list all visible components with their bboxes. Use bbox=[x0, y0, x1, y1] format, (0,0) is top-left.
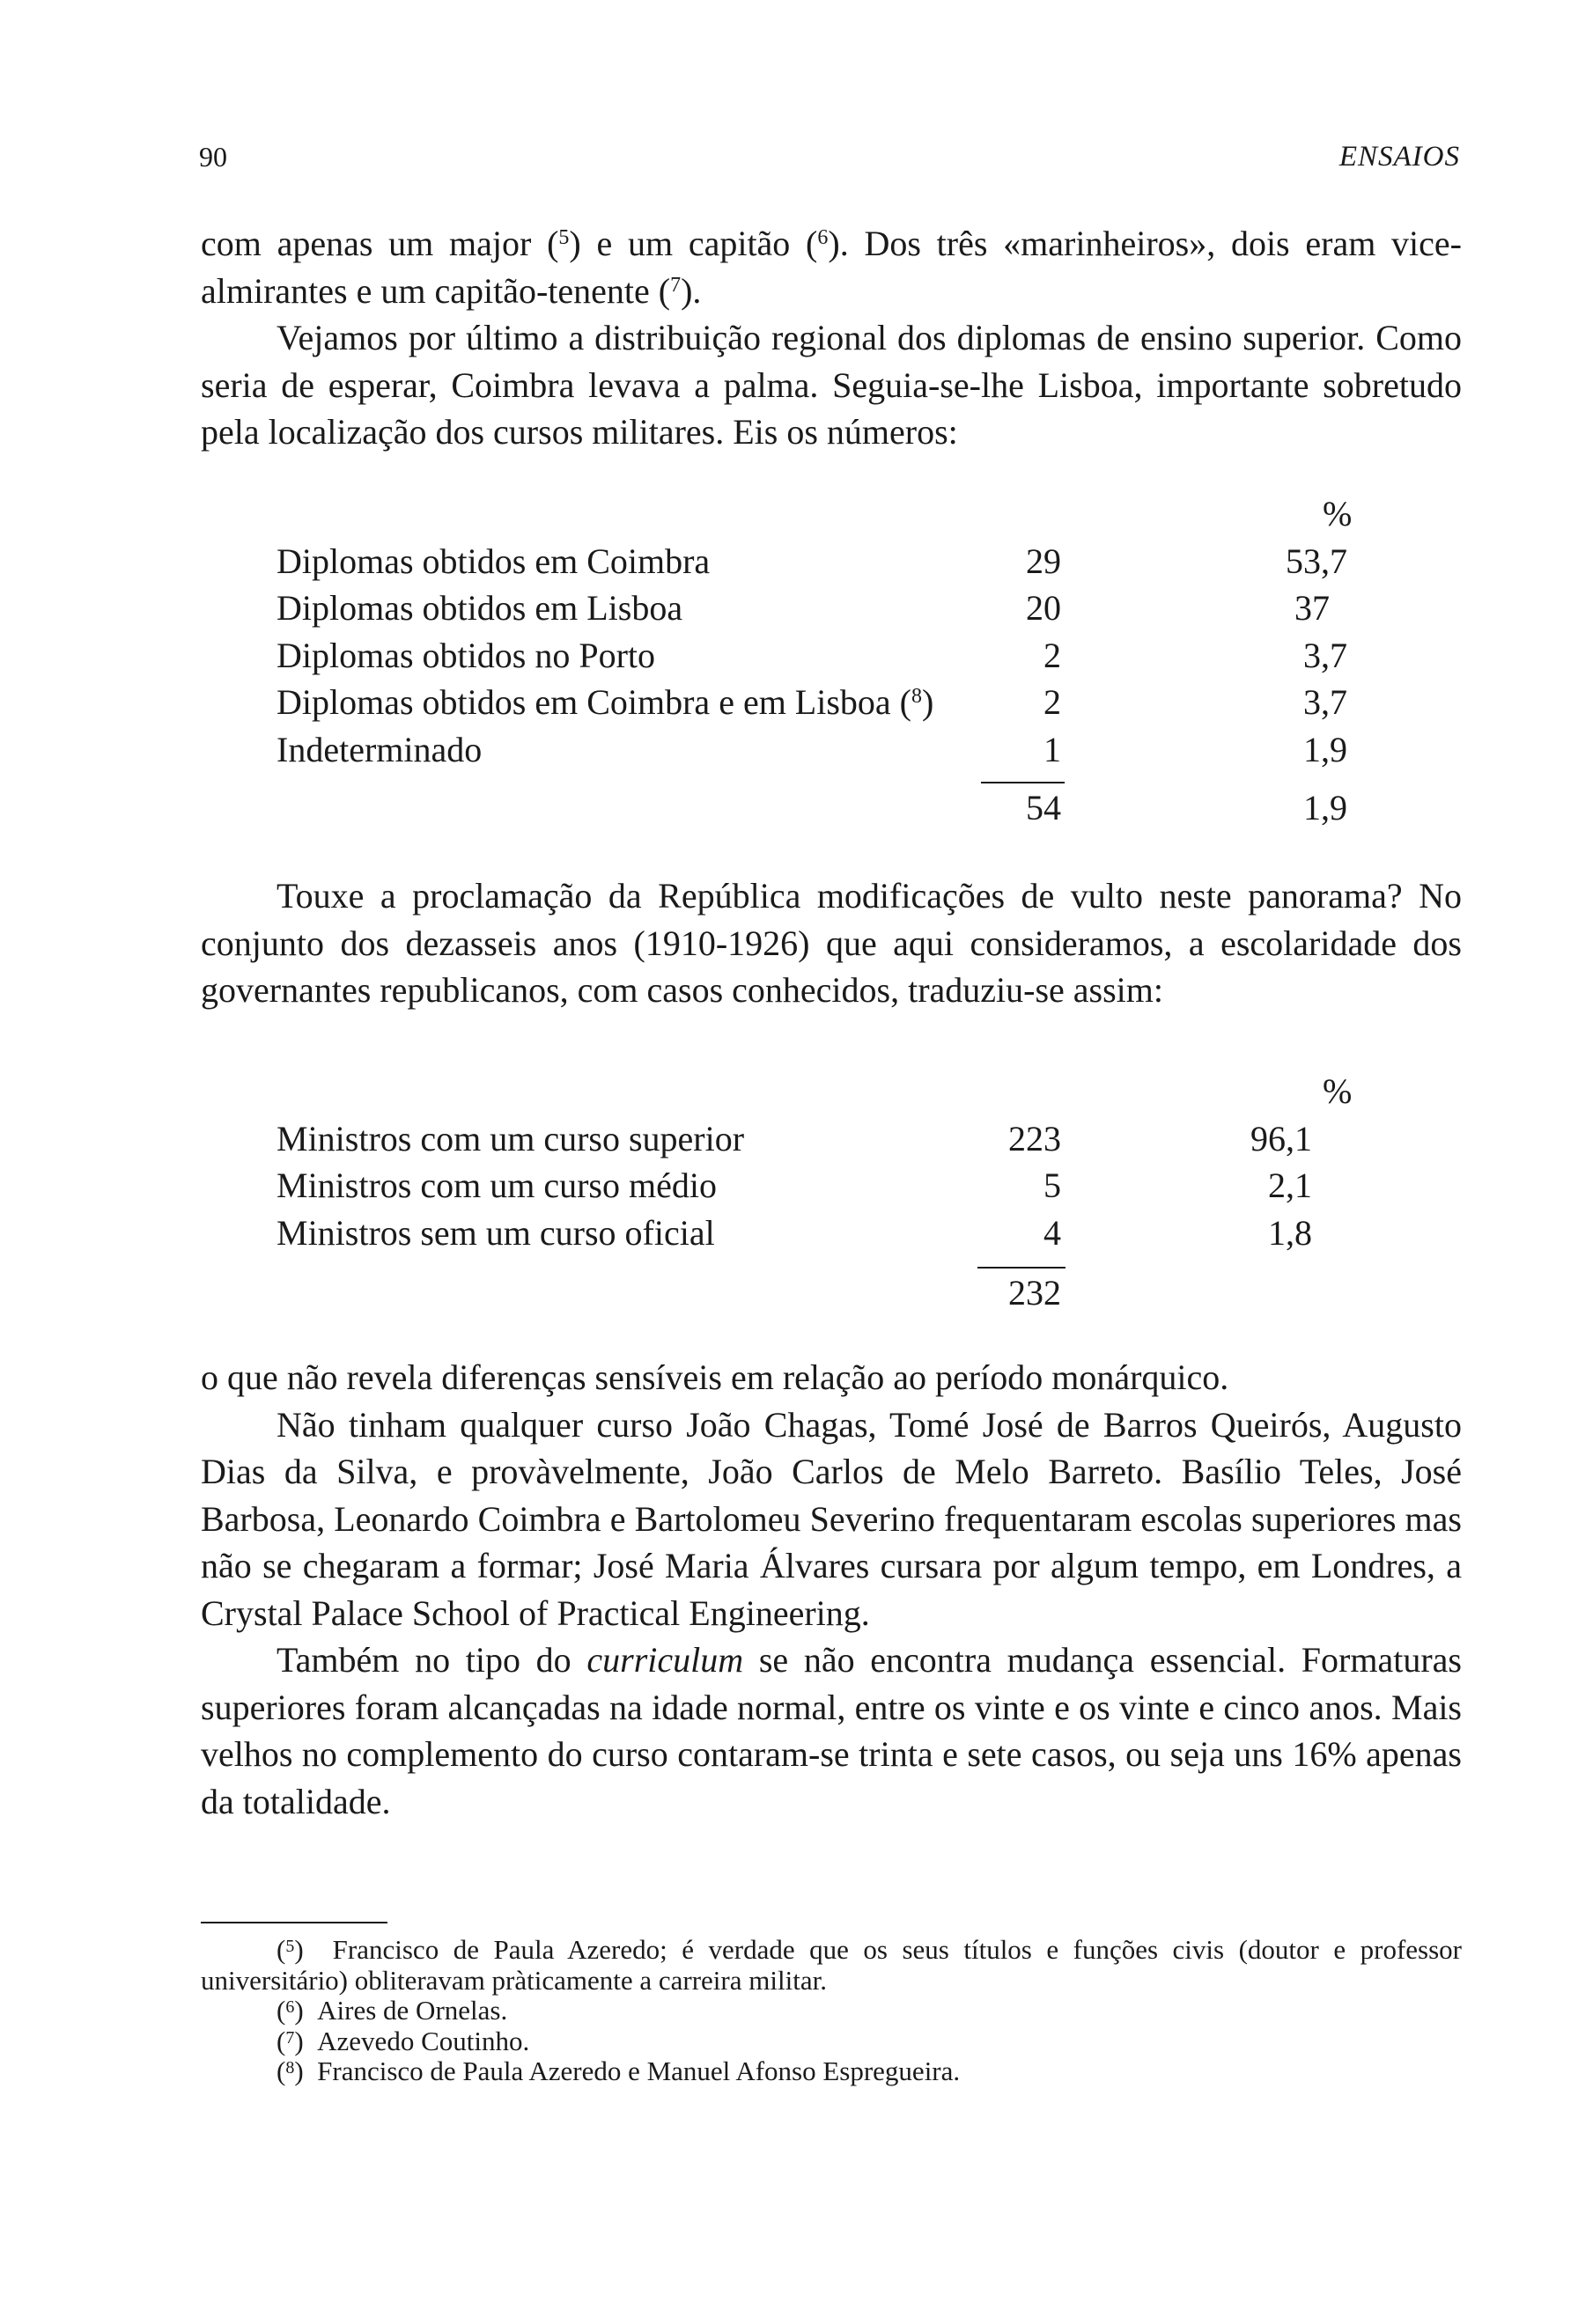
text-run: Também no tipo do bbox=[277, 1640, 587, 1680]
row-label: Diplomas obtidos em Coimbra e em Lisboa ($^8$) bbox=[277, 682, 934, 722]
footnote: ($^7$) Azevedo Coutinho. bbox=[277, 2025, 530, 2056]
closing-section bbox=[201, 1354, 1462, 1825]
total-count: 54 bbox=[1026, 788, 1061, 827]
paragraph: Touxe a proclamação da República modificações de vulto neste panorama? No conjunto dos dezasseis anos (1910-1926) que aqui consideramos, a escolaridade dos governantes republicanos, com casos conhecidos, traduziu-se assim: bbox=[201, 876, 1462, 1010]
row-percent: 3,7 bbox=[1303, 682, 1347, 722]
table-row bbox=[277, 541, 1421, 588]
middle-section bbox=[201, 872, 1462, 1014]
row-percent: 1,9 bbox=[1303, 729, 1347, 769]
paragraph: Não tinham qualquer curso João Chagas, Tomé José de Barros Queirós, Augusto Dias da Silva, e provàvelmente, João Carlos de Melo Barreto. Basílio Teles, José Barbosa, Leonardo Coimbra e Bartolomeu Severino frequentaram escolas superiores mas não se chegaram a formar; José Maria Álvares cursara por algum tempo, em Londres, a Crystal Palace School of Practical Engineering. bbox=[201, 1404, 1462, 1633]
footnote: ($^8$) Francisco de Paula Azeredo e Manuel Afonso Espregueira. bbox=[277, 2056, 961, 2086]
paragraph: Vejamos por último a distribuição regional dos diplomas de ensino superior. Como seria de esperar, Coimbra levava a palma. Seguia-se-lhe Lisboa, importante sobretudo pela localização dos cursos militares. Eis os números: bbox=[201, 318, 1462, 452]
table-row bbox=[277, 635, 1421, 682]
row-percent: 53,7 bbox=[1286, 541, 1347, 581]
total-row bbox=[277, 787, 1421, 835]
footnote-text: Francisco de Paula Azeredo; é verdade que os seus títulos e funções civis (doutor e professor universitário) obliteravam pràticamente a carreira militar. bbox=[201, 1934, 1462, 1996]
footnote-number: 5 bbox=[285, 1937, 295, 1956]
paragraph bbox=[201, 1636, 1462, 1825]
row-percent: 96,1 bbox=[1250, 1118, 1312, 1158]
table-row bbox=[277, 1165, 1421, 1212]
table-row bbox=[277, 729, 1421, 776]
total-row bbox=[277, 1272, 1421, 1320]
row-label: Diplomas obtidos em Lisboa bbox=[277, 588, 683, 628]
row-label: Indeterminado bbox=[277, 729, 483, 769]
row-count: 2 bbox=[1043, 635, 1061, 675]
footnote: ($^5$) Francisco de Paula Azeredo; é verdade que os seus títulos e funções civis (doutor e professor universitário) obliteravam pràticamente a carreira militar. bbox=[201, 1934, 1462, 1996]
footnote-text: Aires de Ornelas. bbox=[317, 1995, 508, 2026]
row-label: Ministros com um curso médio bbox=[277, 1166, 717, 1205]
row-count: 20 bbox=[1026, 588, 1061, 628]
total-rule bbox=[977, 1267, 1066, 1269]
running-title: ENSAIOS bbox=[1338, 141, 1460, 173]
italic-term: curriculum bbox=[586, 1640, 744, 1680]
total-count: 232 bbox=[1008, 1273, 1061, 1313]
row-count: 29 bbox=[1026, 541, 1061, 581]
total-percent: 1,9 bbox=[1303, 788, 1347, 827]
row-percent: 3,7 bbox=[1303, 635, 1347, 675]
table-row bbox=[277, 587, 1421, 635]
paragraph bbox=[201, 220, 1462, 314]
footnote-separator bbox=[201, 1922, 387, 1923]
footnote-ref: 6 bbox=[817, 226, 829, 249]
row-percent: 37 bbox=[1294, 588, 1330, 628]
row-count: 4 bbox=[1043, 1212, 1061, 1253]
text-run: ) e um capitão ( bbox=[569, 224, 818, 263]
total-rule bbox=[981, 782, 1065, 783]
percent-header: % bbox=[1323, 1071, 1353, 1111]
row-count: 5 bbox=[1043, 1166, 1061, 1205]
footnote-text: Francisco de Paula Azeredo e Manuel Afonso Espregueira. bbox=[317, 2056, 961, 2086]
footnote-number: 7 bbox=[285, 2027, 295, 2048]
row-count: 223 bbox=[1008, 1118, 1061, 1158]
footnote-ref: 8 bbox=[911, 685, 922, 708]
row-percent: 1,8 bbox=[1268, 1212, 1312, 1253]
footnotes bbox=[201, 1935, 1462, 2087]
footnote-number: 8 bbox=[285, 2058, 295, 2078]
page-number: 90 bbox=[199, 141, 227, 173]
footnote-ref: 7 bbox=[670, 273, 682, 297]
text-run: ). Dos três «marinheiros», dois eram vice-almirantes e um capitão-tenente ( bbox=[201, 224, 1462, 311]
text-run: ). bbox=[681, 270, 702, 311]
row-label: Ministros com um curso superior bbox=[277, 1118, 745, 1158]
paragraph: o que não revela diferenças sensíveis em relação ao período monárquico. bbox=[201, 1357, 1229, 1397]
table-row bbox=[277, 681, 1421, 729]
row-percent: 2,1 bbox=[1268, 1166, 1312, 1205]
running-head bbox=[199, 141, 1460, 185]
row-label: Ministros sem um curso oficial bbox=[277, 1212, 715, 1253]
footnote-ref: 5 bbox=[558, 226, 570, 249]
table-row bbox=[277, 1118, 1421, 1166]
percent-header: % bbox=[1323, 494, 1353, 533]
table-row bbox=[277, 1212, 1421, 1260]
footnote: ($^6$) Aires de Ornelas. bbox=[277, 1995, 508, 2026]
intro-section bbox=[201, 220, 1462, 456]
text-run: com apenas um major ( bbox=[201, 224, 559, 263]
footnote-number: 6 bbox=[285, 1997, 295, 2017]
row-count: 1 bbox=[1043, 729, 1061, 769]
row-label: Diplomas obtidos no Porto bbox=[277, 635, 656, 675]
row-label: Diplomas obtidos em Coimbra bbox=[277, 541, 711, 581]
text-run: se não encontra mudança essencial. Formaturas superiores foram alcançadas na idade normal, entre os vinte e os vinte e cinco anos. Mais velhos no complemento do curso contaram-se trinta e sete casos, ou seja uns 16% apenas da totalidade. bbox=[201, 1640, 1462, 1821]
footnote-text: Azevedo Coutinho. bbox=[317, 2025, 530, 2056]
label-text: Diplomas obtidos em Coimbra e em Lisboa ( bbox=[277, 682, 911, 722]
row-count: 2 bbox=[1043, 682, 1061, 722]
